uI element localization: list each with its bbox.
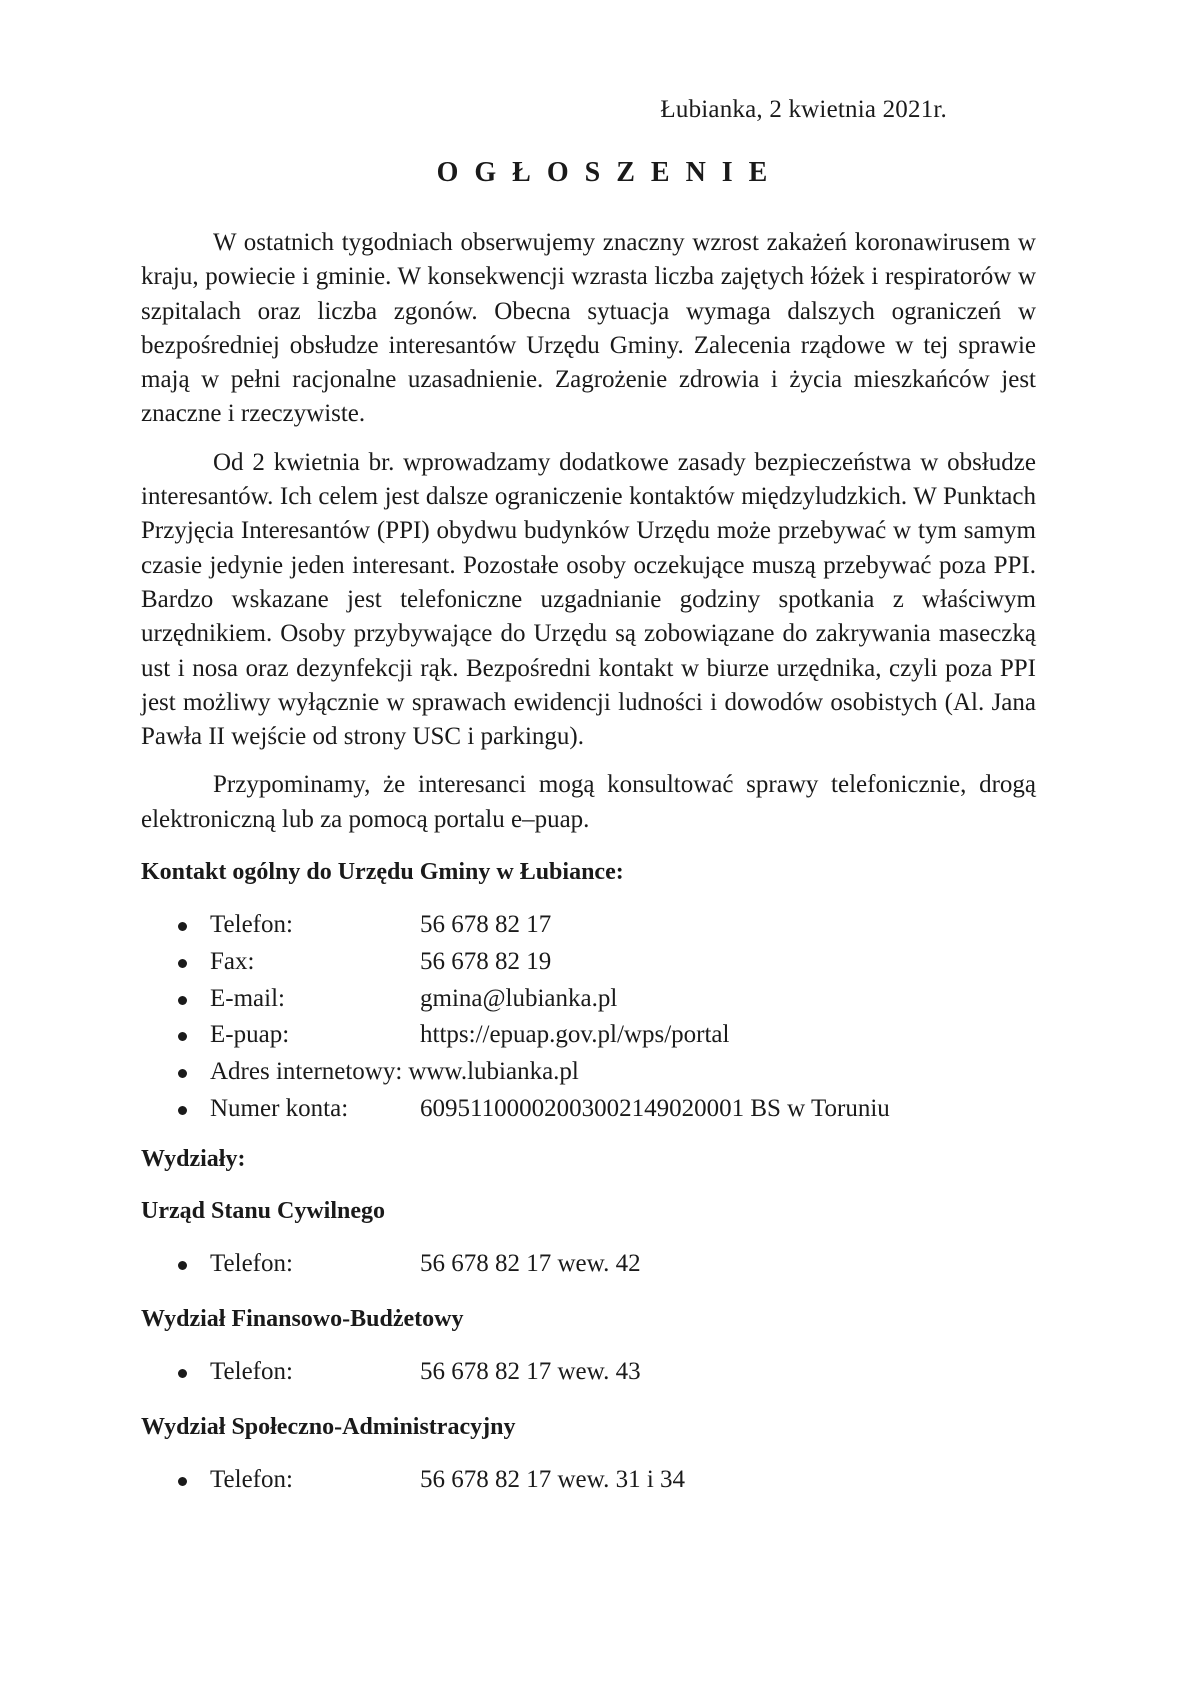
department-phone-label: Telefon: [210,1357,293,1385]
contact-item-account [141,1091,1036,1128]
departments-heading: Wydziały: [141,1145,246,1172]
department-phone-label: Telefon: [210,1465,293,1493]
bullet-icon [178,922,187,931]
dateline: Łubianka, 2 kwietnia 2021r. [660,96,947,123]
contact-item-phone [141,907,1036,944]
bullet-icon [178,959,187,968]
contact-item-website [141,1054,1036,1091]
contact-value: https://epuap.gov.pl/wps/portal [420,1021,730,1049]
department-phone [141,1246,1036,1282]
bullet-icon [178,1369,187,1378]
contact-value: 56 678 82 19 [420,947,552,975]
department-contact-list [141,1246,1036,1282]
contact-item-email [141,981,1036,1018]
department-phone-value: 56 678 82 17 wew. 31 i 34 [420,1465,686,1493]
contact-value: www.lubianka.pl [408,1058,579,1086]
paragraph-1: W ostatnich tygodniach obserwujemy znaczny wzrost zakażeń koronawirusem w kraju, powiecie i gminie. W konsekwencji wzrasta liczba zajętych łóżek i respiratorów w szpitalach oraz liczba zgonów. Obecna sytuacja wymaga dalszych ograniczeń w bezpośredniej obsłudze interesantów Urzędu Gminy. Zalecenia rządowe w tej sprawie mają w pełni racjonalne uzasadnienie. Zagrożenie zdrowia i życia mieszkańców jest znaczne i rzeczywiste. [141,229,1036,428]
contact-label: Fax: [210,947,255,975]
contact-value: 56 678 82 17 [420,911,552,939]
contact-heading: Kontakt ogólny do Urzędu Gminy w Łubiance: [141,859,624,886]
department-phone-value: 56 678 82 17 wew. 42 [420,1249,641,1277]
bullet-icon [178,1261,187,1270]
contact-list [141,907,1036,1128]
bullet-icon [178,1032,187,1041]
contact-value: 60951100002003002149020001 BS w Toruniu [420,1095,890,1123]
department-contact-list [141,1462,1036,1498]
paragraph-2: Od 2 kwietnia br. wprowadzamy dodatkowe zasady bezpieczeństwa w obsłudze interesantów. Ich celem jest dalsze ograniczenie kontaktów międzyludzkich. W Punktach Przyjęcia Interesantów (PPI) obydwu budynków Urzędu może przebywać w tym samym czasie jedynie jeden interesant. Pozostałe osoby oczekujące muszą przebywać poza PPI. Bardzo wskazane jest telefoniczne uzgadnianie godziny spotkania z właściwym urzędnikiem. Osoby przybywające do Urzędu są zobowiązane do zakrywania maseczką ust i nosa oraz dezynfekcji rąk. Bezpośredni kontakt w biurze urzędnika, czyli poza PPI jest możliwy wyłącznie w sprawach ewidencji ludności i dowodów osobistych (Al. Jana Pawła II wejście od strony USC i parkingu). [141,448,1036,751]
contact-label: E-puap: [210,1021,290,1049]
paragraph-3: Przypominamy, że interesanci mogą konsultować sprawy telefonicznie, drogą elektroniczną lub za pomocą portalu e–puap. [141,771,1036,833]
contact-value: gmina@lubianka.pl [420,984,618,1012]
department-contact-list [141,1354,1036,1390]
departments-section [141,1142,1036,1498]
department-phone [141,1462,1036,1498]
contact-item-fax [141,944,1036,981]
department-phone-value: 56 678 82 17 wew. 43 [420,1357,641,1385]
contact-label: Adres internetowy: [210,1058,403,1086]
department-phone-label: Telefon: [210,1249,293,1277]
bullet-icon [178,1106,187,1115]
department-name: Wydział Finansowo-Budżetowy [141,1305,464,1332]
contact-item-epuap [141,1017,1036,1054]
department-phone [141,1354,1036,1390]
department-name: Urząd Stanu Cywilnego [141,1197,386,1224]
contact-label: E-mail: [210,984,285,1012]
bullet-icon [178,1069,187,1078]
contact-label: Numer konta: [210,1095,349,1123]
bullet-icon [178,1477,187,1486]
bullet-icon [178,996,187,1005]
document-body [141,226,1036,1518]
department-name: Wydział Społeczno-Administracyjny [141,1413,516,1440]
contact-label: Telefon: [210,911,293,939]
document-title: OGŁOSZENIE [436,157,784,188]
